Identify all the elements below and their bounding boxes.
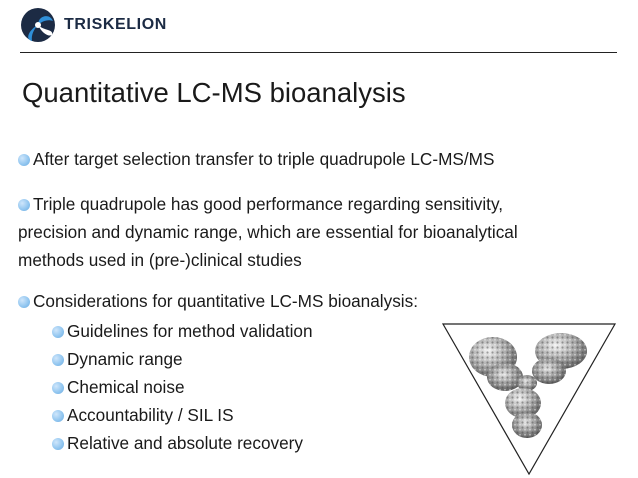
sub-bullet: Dynamic range: [52, 345, 183, 373]
bullet-dot-icon: [52, 382, 64, 394]
brand-logo: [20, 7, 167, 43]
triskelion-logo-icon: [20, 7, 56, 43]
header-divider: [20, 52, 617, 53]
bullet-2-line-2: precision and dynamic range, which are essential for bioanalytical: [18, 222, 518, 242]
bullet-1-text: After target selection transfer to triple quadrupole LC-MS/MS: [33, 149, 495, 169]
bullet-dot-icon: [52, 354, 64, 366]
bullet-1: [18, 145, 494, 173]
sub-bullet: Accountability / SIL IS: [52, 401, 234, 429]
bullet-dot-icon: [52, 410, 64, 422]
bullet-2: [18, 190, 518, 274]
bullet-dot-icon: [52, 326, 64, 338]
antibody-structure-icon: [441, 321, 617, 477]
bullet-2-line-1: Triple quadrupole has good performance regarding sensitivity,: [18, 190, 518, 218]
bullet-dot-icon: [52, 438, 64, 450]
sub-bullet: Guidelines for method validation: [52, 317, 313, 345]
sub-bullet: Relative and absolute recovery: [52, 429, 303, 457]
bullet-3: [18, 287, 418, 315]
bullet-2-line-3: methods used in (pre-)clinical studies: [18, 250, 302, 270]
bullet-3-text: Considerations for quantitative LC-MS bioanalysis:: [33, 291, 418, 311]
bullet-dot-icon: [18, 199, 30, 211]
bullet-dot-icon: [18, 296, 30, 308]
brand-name: TRISKELION: [64, 16, 167, 33]
sub-bullet: Chemical noise: [52, 373, 185, 401]
bullet-dot-icon: [18, 154, 30, 166]
page-title: Quantitative LC-MS bioanalysis: [22, 77, 406, 108]
